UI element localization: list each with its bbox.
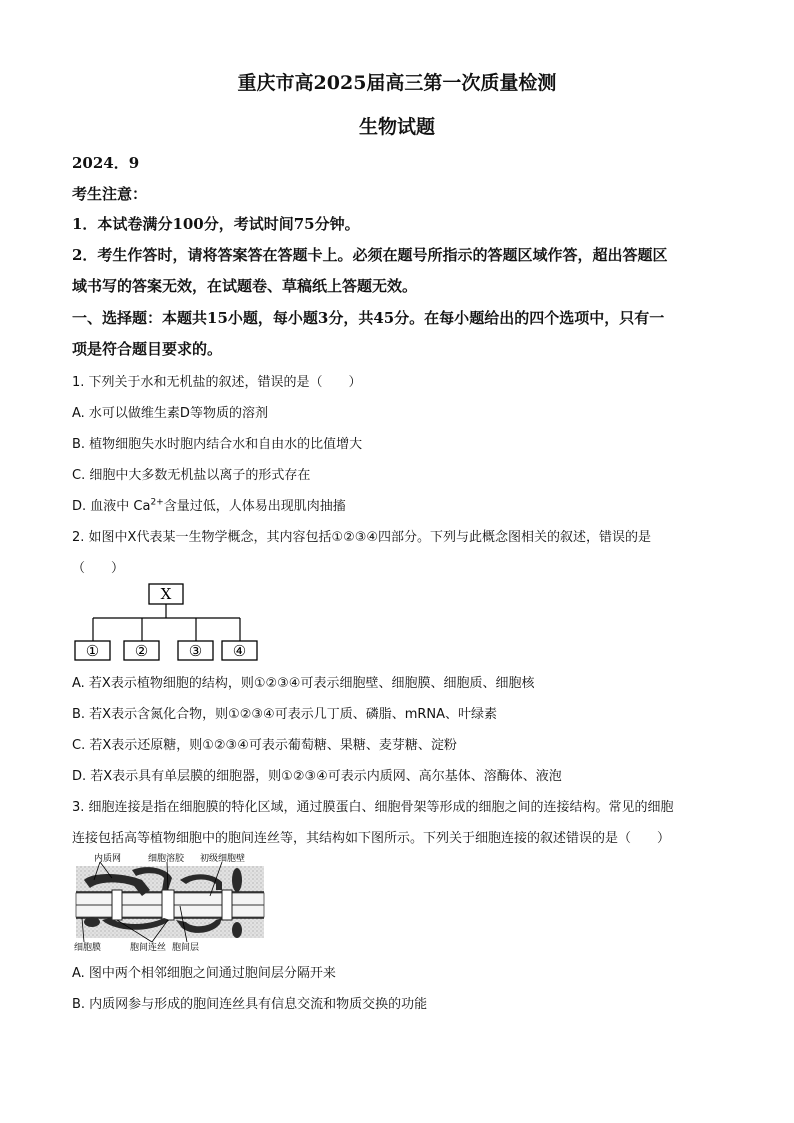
q2-option-d: D. 若X表示具有单层膜的细胞器，则①②③④可表示内质网、高尔基体、溶酶体、液泡 [72,769,562,784]
notice-item-2-line-1: 2．考生作答时，请将答案答在答题卡上。必须在题号所指示的答题区域作答，超出答题区 [72,246,668,264]
plasmodesma-figure [72,850,267,952]
notice-item-2-line-2: 域书写的答案无效，在试题卷、草稿纸上答题无效。 [72,277,418,295]
concept-child-label-2: ② [134,642,149,660]
label-primary-wall: 初级细胞壁 [200,854,246,864]
exam-title: 重庆市高2025届高三第一次质量检测 [237,72,557,94]
notice-item-1: 1．本试卷满分100分，考试时间75分钟。 [72,215,360,233]
plasmodesma-channel-1 [112,890,122,920]
er-blob-far-right-lower [232,922,242,938]
q1-option-d [72,495,346,514]
q3-stem-line-2: 连接包括高等植物细胞中的胞间连丝等，其结构如下图所示。下列关于细胞连接的叙述错误的是（ ） [72,831,671,846]
section-heading-line-2: 项是符合题目要求的。 [72,340,223,358]
exam-date: 2024．9 [72,154,140,172]
section-heading-line-1: 一、选择题：本题共15小题，每小题3分，共45分。在每小题给出的四个选项中，只有一 [72,309,665,327]
q2-option-a: A. 若X表示植物细胞的结构，则①②③④可表示细胞壁、细胞膜、细胞质、细胞核 [72,676,535,691]
q1-option-d-prefix: D. 血液中 Ca [72,499,151,514]
subject-title: 生物试题 [358,116,435,138]
q1-stem: 1. 下列关于水和无机盐的叙述，错误的是（ ） [72,375,362,390]
label-middle-lamella: 胞间层 [172,943,200,952]
label-plasmodesma: 胞间连丝 [130,943,167,952]
q3-option-a: A. 图中两个相邻细胞之间通过胞间层分隔开来 [72,966,336,981]
concept-child-label-1: ① [85,642,100,660]
label-er: 内质网 [94,854,122,864]
concept-diagram [70,580,270,664]
concept-root-label: X [160,585,172,603]
q2-stem-line-1: 2. 如图中X代表某一生物学概念，其内容包括①②③④四部分。下列与此概念图相关的叙述，错误的是 [72,530,652,545]
notice-heading: 考生注意： [72,185,148,203]
er-blob-far-right [232,868,242,892]
q3-stem-line-1: 3. 细胞连接是指在细胞膜的特化区域，通过膜蛋白、细胞骨架等形成的细胞之间的连接结构。常见的细胞 [72,800,674,815]
label-cell-gel: 细胞溶胶 [148,854,185,864]
q2-stem-line-2: （ ） [72,561,125,576]
plasmodesma-channel-2 [162,890,174,920]
q1-option-d-superscript: 2+ [150,497,164,508]
concept-child-label-4: ④ [232,642,247,660]
q3-option-b: B. 内质网参与形成的胞间连丝具有信息交流和物质交换的功能 [72,997,428,1012]
plasmodesma-channel-3 [222,890,232,920]
concept-child-label-3: ③ [188,642,203,660]
q1-option-b: B. 植物细胞失水时胞内结合水和自由水的比值增大 [72,437,363,452]
label-membrane: 细胞膜 [74,943,102,952]
q2-option-c: C. 若X表示还原糖，则①②③④可表示葡萄糖、果糖、麦芽糖、淀粉 [72,738,457,753]
q1-option-c: C. 细胞中大多数无机盐以离子的形式存在 [72,468,311,483]
q2-option-b: B. 若X表示含氮化合物，则①②③④可表示几丁质、磷脂、mRNA、叶绿素 [72,707,498,722]
q1-option-d-suffix: 含量过低，人体易出现肌肉抽搐 [163,499,346,514]
er-blob-left-lower [84,917,100,927]
q1-option-a: A. 水可以做维生素D等物质的溶剂 [72,406,268,421]
